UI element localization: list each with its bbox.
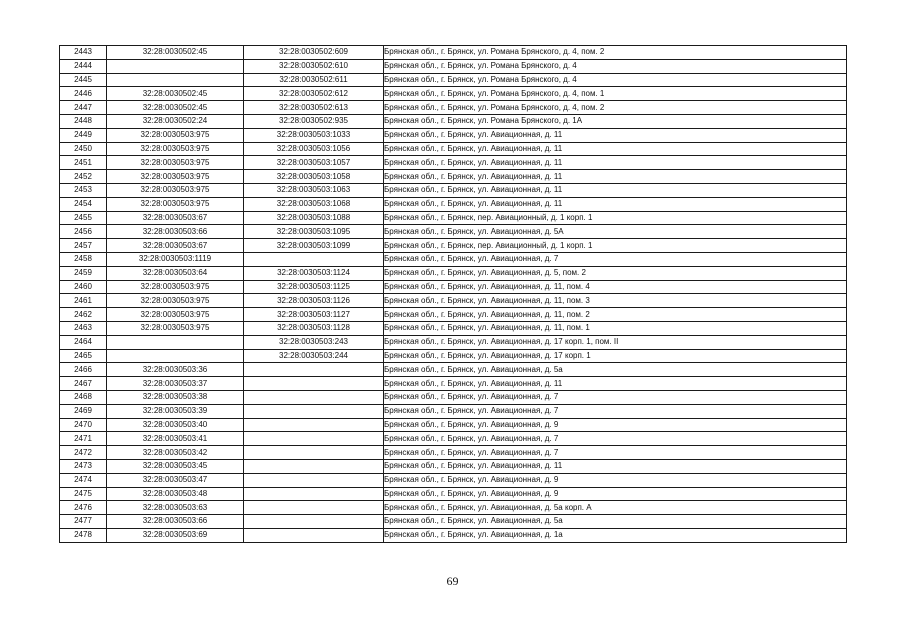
table-row	[60, 170, 847, 184]
row-number-cell: 2464	[60, 335, 107, 349]
page-number: 69	[446, 574, 459, 588]
table-row	[60, 59, 847, 73]
row-number-cell: 2467	[60, 377, 107, 391]
table-row	[60, 252, 847, 266]
cadastral-number-cell	[244, 418, 384, 432]
table-row	[60, 197, 847, 211]
cadastral-number-cell: 32:28:0030503:1068	[244, 197, 384, 211]
parent-cadastral-number-cell: 32:28:0030503:975	[107, 170, 244, 184]
address-cell: Брянская обл., г. Брянск, ул. Романа Брянского, д. 4, пом. 2	[384, 46, 847, 60]
parent-cadastral-number-cell	[107, 335, 244, 349]
row-number-cell: 2450	[60, 142, 107, 156]
cadastral-number-cell: 32:28:0030503:1058	[244, 170, 384, 184]
parent-cadastral-number-cell: 32:28:0030503:67	[107, 239, 244, 253]
table-row	[60, 473, 847, 487]
parent-cadastral-number-cell: 32:28:0030503:975	[107, 128, 244, 142]
table-row	[60, 446, 847, 460]
address-cell: Брянская обл., г. Брянск, ул. Авиационная, д. 11	[384, 197, 847, 211]
address-cell: Брянская обл., г. Брянск, ул. Романа Брянского, д. 4, пом. 2	[384, 101, 847, 115]
cadastral-number-cell: 32:28:0030502:935	[244, 114, 384, 128]
cadastral-number-cell: 32:28:0030502:610	[244, 59, 384, 73]
row-number-cell: 2455	[60, 211, 107, 225]
table-row	[60, 321, 847, 335]
row-number-cell: 2469	[60, 404, 107, 418]
row-number-cell: 2452	[60, 170, 107, 184]
parent-cadastral-number-cell: 32:28:0030503:41	[107, 432, 244, 446]
parent-cadastral-number-cell: 32:28:0030503:1119	[107, 252, 244, 266]
address-cell: Брянская обл., г. Брянск, ул. Романа Брянского, д. 4	[384, 59, 847, 73]
row-number-cell: 2461	[60, 294, 107, 308]
address-cell: Брянская обл., г. Брянск, ул. Романа Брянского, д. 4	[384, 73, 847, 87]
parent-cadastral-number-cell: 32:28:0030503:975	[107, 294, 244, 308]
table-row	[60, 515, 847, 529]
address-cell: Брянская обл., г. Брянск, ул. Романа Брянского, д. 1А	[384, 114, 847, 128]
table-row	[60, 404, 847, 418]
address-cell: Брянская обл., г. Брянск, ул. Авиационная, д. 7	[384, 404, 847, 418]
row-number-cell: 2448	[60, 114, 107, 128]
parent-cadastral-number-cell: 32:28:0030503:64	[107, 266, 244, 280]
table-row	[60, 418, 847, 432]
row-number-cell: 2453	[60, 183, 107, 197]
cadastral-number-cell: 32:28:0030502:612	[244, 87, 384, 101]
cadastral-number-cell: 32:28:0030503:1126	[244, 294, 384, 308]
parent-cadastral-number-cell: 32:28:0030503:39	[107, 404, 244, 418]
parent-cadastral-number-cell: 32:28:0030503:66	[107, 515, 244, 529]
address-cell: Брянская обл., г. Брянск, ул. Авиационная, д. 11	[384, 142, 847, 156]
cadastral-number-cell: 32:28:0030502:609	[244, 46, 384, 60]
table-row	[60, 211, 847, 225]
row-number-cell: 2474	[60, 473, 107, 487]
row-number-cell: 2472	[60, 446, 107, 460]
row-number-cell: 2449	[60, 128, 107, 142]
cadastral-number-cell: 32:28:0030503:1095	[244, 225, 384, 239]
address-cell: Брянская обл., г. Брянск, ул. Авиационная, д. 5, пом. 2	[384, 266, 847, 280]
parent-cadastral-number-cell: 32:28:0030503:975	[107, 321, 244, 335]
address-cell: Брянская обл., г. Брянск, ул. Авиационная, д. 1а	[384, 528, 847, 542]
address-cell: Брянская обл., г. Брянск, ул. Авиационная, д. 11	[384, 170, 847, 184]
address-cell: Брянская обл., г. Брянск, пер. Авиационный, д. 1 корп. 1	[384, 239, 847, 253]
row-number-cell: 2465	[60, 349, 107, 363]
cadastral-number-cell: 32:28:0030503:1088	[244, 211, 384, 225]
parent-cadastral-number-cell: 32:28:0030503:975	[107, 280, 244, 294]
address-cell: Брянская обл., г. Брянск, ул. Авиационная, д. 7	[384, 446, 847, 460]
address-cell: Брянская обл., г. Брянск, ул. Авиационная, д. 11	[384, 459, 847, 473]
table-row	[60, 432, 847, 446]
cadastral-number-cell	[244, 432, 384, 446]
table-row	[60, 114, 847, 128]
row-number-cell: 2454	[60, 197, 107, 211]
row-number-cell: 2457	[60, 239, 107, 253]
address-cell: Брянская обл., г. Брянск, ул. Авиационная, д. 5а корп. А	[384, 501, 847, 515]
parent-cadastral-number-cell	[107, 73, 244, 87]
cadastral-number-cell: 32:28:0030503:1125	[244, 280, 384, 294]
row-number-cell: 2451	[60, 156, 107, 170]
row-number-cell: 2445	[60, 73, 107, 87]
cadastral-number-cell	[244, 459, 384, 473]
cadastral-number-cell: 32:28:0030503:244	[244, 349, 384, 363]
cadastral-number-cell	[244, 377, 384, 391]
cadastral-number-cell: 32:28:0030503:1056	[244, 142, 384, 156]
parent-cadastral-number-cell	[107, 349, 244, 363]
table-row	[60, 487, 847, 501]
table-row	[60, 363, 847, 377]
row-number-cell: 2471	[60, 432, 107, 446]
address-cell: Брянская обл., г. Брянск, ул. Авиационная, д. 11, пом. 2	[384, 308, 847, 322]
row-number-cell: 2444	[60, 59, 107, 73]
parent-cadastral-number-cell: 32:28:0030503:63	[107, 501, 244, 515]
address-cell: Брянская обл., г. Брянск, пер. Авиационный, д. 1 корп. 1	[384, 211, 847, 225]
table-row	[60, 308, 847, 322]
cadastral-number-cell: 32:28:0030503:1063	[244, 183, 384, 197]
cadastral-number-cell: 32:28:0030503:243	[244, 335, 384, 349]
address-cell: Брянская обл., г. Брянск, ул. Авиационная, д. 11, пом. 4	[384, 280, 847, 294]
parent-cadastral-number-cell: 32:28:0030503:37	[107, 377, 244, 391]
parent-cadastral-number-cell: 32:28:0030503:66	[107, 225, 244, 239]
cadastral-number-cell	[244, 487, 384, 501]
parent-cadastral-number-cell: 32:28:0030503:975	[107, 197, 244, 211]
parent-cadastral-number-cell: 32:28:0030503:47	[107, 473, 244, 487]
cadastral-number-cell	[244, 528, 384, 542]
address-cell: Брянская обл., г. Брянск, ул. Авиационная, д. 5А	[384, 225, 847, 239]
parent-cadastral-number-cell: 32:28:0030503:38	[107, 390, 244, 404]
table-body	[60, 46, 847, 543]
table-row	[60, 225, 847, 239]
table-row	[60, 266, 847, 280]
address-cell: Брянская обл., г. Брянск, ул. Авиационная, д. 7	[384, 390, 847, 404]
cadastral-number-cell: 32:28:0030503:1128	[244, 321, 384, 335]
address-cell: Брянская обл., г. Брянск, ул. Авиационная, д. 11	[384, 156, 847, 170]
table-row	[60, 87, 847, 101]
address-cell: Брянская обл., г. Брянск, ул. Авиационная, д. 17 корп. 1, пом. II	[384, 335, 847, 349]
cadastral-number-cell	[244, 501, 384, 515]
table-row	[60, 156, 847, 170]
address-cell: Брянская обл., г. Брянск, ул. Авиационная, д. 7	[384, 432, 847, 446]
cadastral-number-cell: 32:28:0030502:611	[244, 73, 384, 87]
row-number-cell: 2468	[60, 390, 107, 404]
address-cell: Брянская обл., г. Брянск, ул. Авиационная, д. 9	[384, 473, 847, 487]
cadastral-number-cell: 32:28:0030503:1033	[244, 128, 384, 142]
row-number-cell: 2473	[60, 459, 107, 473]
row-number-cell: 2447	[60, 101, 107, 115]
table-row	[60, 349, 847, 363]
table-row	[60, 294, 847, 308]
parent-cadastral-number-cell: 32:28:0030503:42	[107, 446, 244, 460]
table-row	[60, 335, 847, 349]
table-row	[60, 239, 847, 253]
parent-cadastral-number-cell: 32:28:0030502:24	[107, 114, 244, 128]
row-number-cell: 2462	[60, 308, 107, 322]
address-cell: Брянская обл., г. Брянск, ул. Авиационная, д. 11	[384, 377, 847, 391]
parent-cadastral-number-cell: 32:28:0030503:67	[107, 211, 244, 225]
row-number-cell: 2478	[60, 528, 107, 542]
table-row	[60, 73, 847, 87]
row-number-cell: 2463	[60, 321, 107, 335]
row-number-cell: 2458	[60, 252, 107, 266]
address-cell: Брянская обл., г. Брянск, ул. Авиационная, д. 11, пом. 3	[384, 294, 847, 308]
cadastral-number-cell: 32:28:0030503:1124	[244, 266, 384, 280]
row-number-cell: 2466	[60, 363, 107, 377]
parent-cadastral-number-cell	[107, 59, 244, 73]
cadastral-number-cell	[244, 515, 384, 529]
row-number-cell: 2456	[60, 225, 107, 239]
table-row	[60, 183, 847, 197]
row-number-cell: 2460	[60, 280, 107, 294]
table-row	[60, 390, 847, 404]
cadastral-number-cell: 32:28:0030503:1099	[244, 239, 384, 253]
cadastral-number-cell	[244, 404, 384, 418]
row-number-cell: 2477	[60, 515, 107, 529]
table-row	[60, 46, 847, 60]
cadastral-number-cell: 32:28:0030503:1057	[244, 156, 384, 170]
parent-cadastral-number-cell: 32:28:0030503:975	[107, 156, 244, 170]
parent-cadastral-number-cell: 32:28:0030502:45	[107, 46, 244, 60]
row-number-cell: 2476	[60, 501, 107, 515]
parent-cadastral-number-cell: 32:28:0030503:975	[107, 142, 244, 156]
table-row	[60, 280, 847, 294]
parent-cadastral-number-cell: 32:28:0030503:69	[107, 528, 244, 542]
parent-cadastral-number-cell: 32:28:0030503:45	[107, 459, 244, 473]
address-cell: Брянская обл., г. Брянск, ул. Авиационная, д. 11	[384, 183, 847, 197]
cadastral-number-cell	[244, 473, 384, 487]
address-cell: Брянская обл., г. Брянск, ул. Романа Брянского, д. 4, пом. 1	[384, 87, 847, 101]
parent-cadastral-number-cell: 32:28:0030503:36	[107, 363, 244, 377]
row-number-cell: 2443	[60, 46, 107, 60]
table-row	[60, 101, 847, 115]
cadastral-number-cell	[244, 363, 384, 377]
row-number-cell: 2459	[60, 266, 107, 280]
row-number-cell: 2470	[60, 418, 107, 432]
cadastral-number-cell	[244, 390, 384, 404]
parent-cadastral-number-cell: 32:28:0030503:40	[107, 418, 244, 432]
parent-cadastral-number-cell: 32:28:0030503:48	[107, 487, 244, 501]
address-cell: Брянская обл., г. Брянск, ул. Авиационная, д. 7	[384, 252, 847, 266]
table-row	[60, 142, 847, 156]
table-row	[60, 501, 847, 515]
address-cell: Брянская обл., г. Брянск, ул. Авиационная, д. 5а	[384, 515, 847, 529]
parent-cadastral-number-cell: 32:28:0030503:975	[107, 308, 244, 322]
table-row	[60, 377, 847, 391]
row-number-cell: 2475	[60, 487, 107, 501]
address-cell: Брянская обл., г. Брянск, ул. Авиационная, д. 17 корп. 1	[384, 349, 847, 363]
cadastral-number-cell	[244, 446, 384, 460]
parent-cadastral-number-cell: 32:28:0030502:45	[107, 87, 244, 101]
table-row	[60, 459, 847, 473]
cadastral-number-cell	[244, 252, 384, 266]
table-row	[60, 128, 847, 142]
parent-cadastral-number-cell: 32:28:0030502:45	[107, 101, 244, 115]
address-cell: Брянская обл., г. Брянск, ул. Авиационная, д. 11, пом. 1	[384, 321, 847, 335]
address-cell: Брянская обл., г. Брянск, ул. Авиационная, д. 5а	[384, 363, 847, 377]
row-number-cell: 2446	[60, 87, 107, 101]
address-cell: Брянская обл., г. Брянск, ул. Авиационная, д. 9	[384, 487, 847, 501]
cadastral-table	[59, 45, 847, 543]
address-cell: Брянская обл., г. Брянск, ул. Авиационная, д. 9	[384, 418, 847, 432]
cadastral-number-cell: 32:28:0030503:1127	[244, 308, 384, 322]
cadastral-number-cell: 32:28:0030502:613	[244, 101, 384, 115]
address-cell: Брянская обл., г. Брянск, ул. Авиационная, д. 11	[384, 128, 847, 142]
table-row	[60, 528, 847, 542]
parent-cadastral-number-cell: 32:28:0030503:975	[107, 183, 244, 197]
